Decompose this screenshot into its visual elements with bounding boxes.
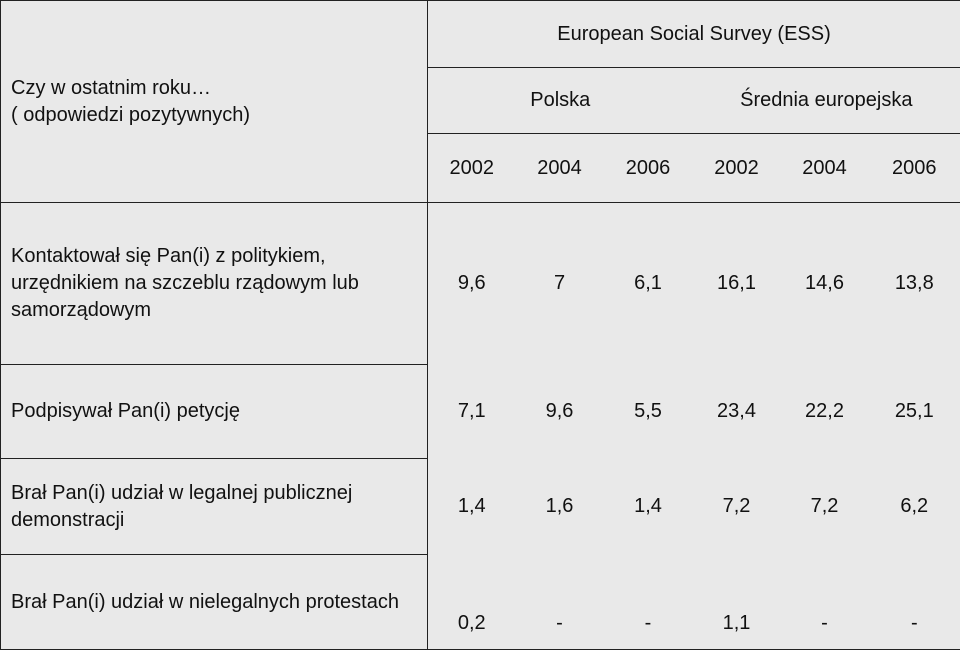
survey-title: European Social Survey (ESS): [428, 1, 960, 68]
table-cell: 9,6: [516, 365, 604, 459]
table-cell: 23,4: [693, 365, 781, 459]
year-header: 2006: [604, 134, 693, 203]
corner-header: [1, 1, 428, 203]
table-cell: 7,2: [693, 459, 781, 555]
table-cell: -: [869, 555, 960, 650]
table-cell: 0,2: [428, 555, 516, 650]
row-label: Brał Pan(i) udział w nielegalnych protestach: [1, 555, 428, 650]
group-header-polska: Polska: [428, 68, 693, 134]
row-label: Brał Pan(i) udział w legalnej publicznej demonstracji: [1, 459, 428, 555]
group-header-europe: Średnia europejska: [693, 68, 960, 134]
year-header: 2002: [693, 134, 781, 203]
table-row: [1, 459, 960, 555]
corner-label-line-1: Czy w ostatnim roku…: [11, 75, 421, 102]
table-cell: 25,1: [869, 365, 960, 459]
table-cell: 5,5: [604, 365, 693, 459]
table-cell: 7,1: [428, 365, 516, 459]
table-cell: 7: [516, 203, 604, 365]
year-header: 2004: [781, 134, 869, 203]
table-cell: 1,6: [516, 459, 604, 555]
table-row: [1, 203, 960, 365]
table-cell: 9,6: [428, 203, 516, 365]
corner-label-line-2: ( odpowiedzi pozytywnych): [11, 102, 421, 129]
table-cell: 6,1: [604, 203, 693, 365]
table-cell: 1,1: [693, 555, 781, 650]
table-cell: -: [781, 555, 869, 650]
table-cell: 14,6: [781, 203, 869, 365]
table-cell: -: [604, 555, 693, 650]
table-row: [1, 555, 960, 650]
year-header: 2002: [428, 134, 516, 203]
table-cell: 6,2: [869, 459, 960, 555]
table-cell: 13,8: [869, 203, 960, 365]
table-cell: 22,2: [781, 365, 869, 459]
table-cell: 7,2: [781, 459, 869, 555]
year-header: 2006: [869, 134, 960, 203]
table-cell: 1,4: [604, 459, 693, 555]
row-label: Kontaktował się Pan(i) z politykiem, urzędnikiem na szczeblu rządowym lub samorządowym: [1, 203, 428, 365]
table-cell: 16,1: [693, 203, 781, 365]
table-cell: 1,4: [428, 459, 516, 555]
year-header: 2004: [516, 134, 604, 203]
table-row: [1, 365, 960, 459]
table-cell: -: [516, 555, 604, 650]
row-label: Podpisywał Pan(i) petycję: [1, 365, 428, 459]
